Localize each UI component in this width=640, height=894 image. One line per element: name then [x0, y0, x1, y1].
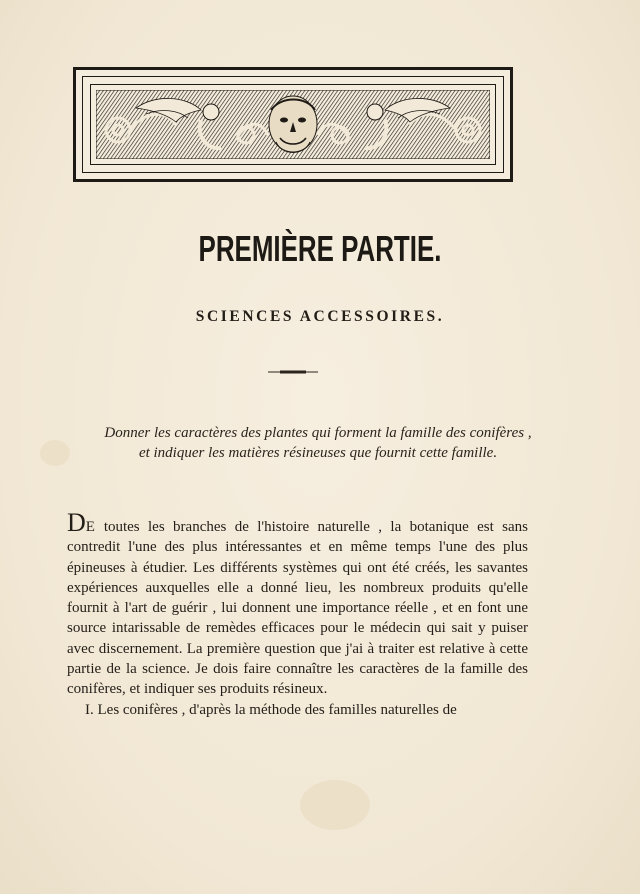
paragraph: I. Les conifères , d'après la méthode des familles naturelles de: [85, 701, 457, 718]
ornament-engraving-icon: [96, 90, 490, 159]
paragraph: [67, 508, 528, 700]
question-line: Donner les caractères des plantes qui forment la famille des conifères ,: [104, 425, 532, 441]
question-statement: [68, 423, 568, 463]
paper-stain: [300, 780, 370, 830]
question-line: et indiquer les matières résineuses que fournit cette famille.: [138, 445, 498, 461]
body-text: [67, 508, 528, 720]
drop-cap: D: [67, 508, 86, 537]
part-title: PREMIÈRE PARTIE.: [198, 228, 442, 269]
decorative-rule: [268, 369, 318, 375]
paper-stain: [40, 440, 70, 466]
engraved-headpiece-ornament: [73, 67, 513, 182]
drop-cap-rest: E: [85, 519, 96, 535]
section-subtitle: SCIENCES ACCESSOIRES.: [195, 308, 445, 325]
paragraph-text: toutes les branches de l'histoire naturelle , la botanique est sans contredit l'une des plus intéressantes et en même temps l'une des plus épineuses à étudier. Les différents systèmes qui ont été créés, les savantes expériences auxquelles elle a donné lieu, les nombreux produits qu'elle fournit à l'art de guérir , lui donnent une importance réelle , et en font une source intarissable de remèdes efficaces pour le médecin qui sait y puiser avec discernement. La première question que j'ai à traiter est relative à cette partie de la science. Je dois faire connaître les caractères de la famille des conifères, et indiquer ses produits résineux.: [67, 519, 528, 698]
